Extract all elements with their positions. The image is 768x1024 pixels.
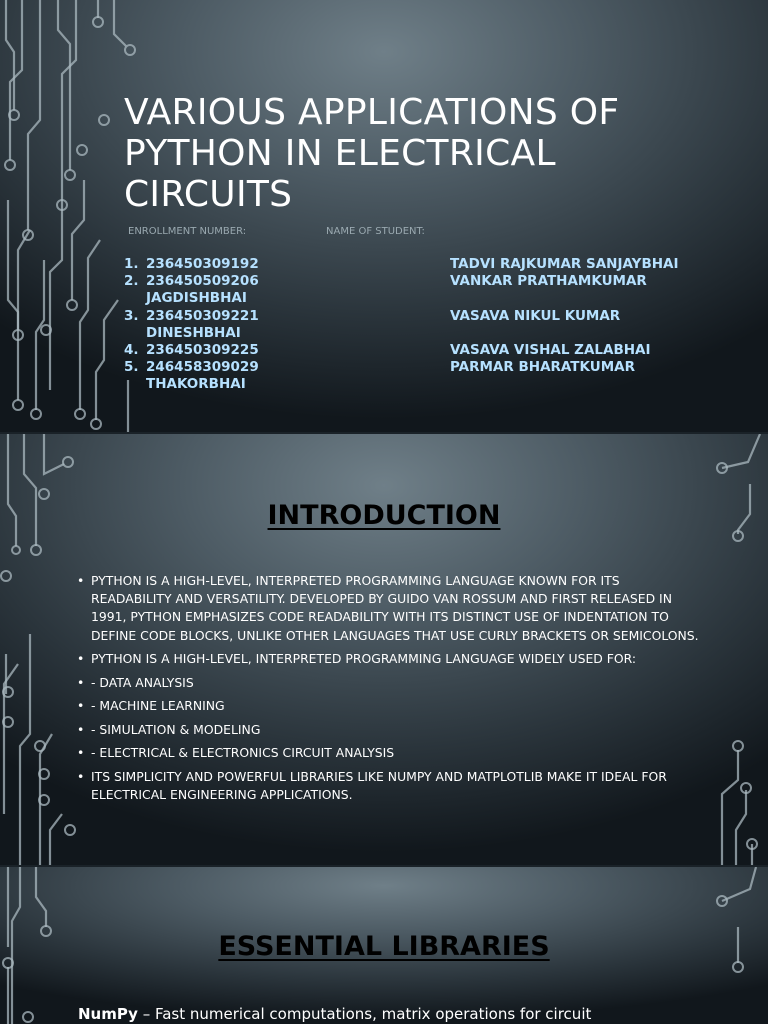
student-name: VASAVA NIKUL KUMAR	[450, 307, 621, 324]
library-name: NumPy	[78, 1005, 138, 1023]
student-name	[450, 290, 679, 307]
enrollment-item	[124, 307, 259, 342]
essential-libraries-slide	[0, 867, 768, 1024]
enrollment-name-part: JAGDISHBHAI	[146, 290, 247, 307]
student-name: TADVI RAJKUMAR SANJAYBHAI	[450, 256, 679, 272]
introduction-slide	[0, 434, 768, 865]
enrollment-name-part: THAKORBHAI	[146, 376, 246, 393]
enrollment-name-part: DINESHBHAI	[146, 324, 241, 341]
enrollment-item	[124, 256, 259, 273]
bullet-item: • - MACHINE LEARNING	[91, 697, 701, 715]
bullet-item: • - SIMULATION & MODELING	[91, 721, 701, 739]
enrollment-item	[124, 273, 259, 307]
bullet-item: • ITS SIMPLICITY AND POWERFUL LIBRARIES LIKE NUMPY AND MATPLOTLIB MAKE IT IDEAL FOR ELECTRICAL ENGINEERING APPLICATIONS.	[91, 768, 701, 804]
circuit-decoration-right	[700, 434, 768, 865]
slide-title: VARIOUS APPLICATIONS OF PYTHON IN ELECTRICAL CIRCUITS	[124, 92, 620, 215]
bullet-item: • - ELECTRICAL & ELECTRONICS CIRCUIT ANALYSIS	[91, 744, 701, 762]
numpy-description	[78, 1005, 738, 1023]
enrollment-list	[124, 256, 259, 394]
enrollment-number-marker: 4.	[124, 342, 139, 359]
enrollment-number: 236450309221	[146, 307, 259, 324]
enrollment-number: 246458309029	[146, 359, 259, 376]
enrollment-number: 236450309225	[146, 342, 259, 359]
enrollment-label: ENROLLMENT NUMBER:	[128, 226, 247, 237]
title-slide	[0, 0, 768, 432]
introduction-bullets	[91, 572, 701, 809]
enrollment-number-marker: 1.	[124, 256, 139, 272]
enrollment-item	[124, 342, 259, 359]
student-name: VANKAR PRATHAMKUMAR	[450, 273, 647, 290]
student-name	[450, 325, 679, 342]
library-description: – Fast numerical computations, matrix operations for circuit	[137, 1005, 592, 1023]
student-name-list	[450, 256, 679, 376]
enrollment-number-marker: 3.	[124, 307, 139, 324]
circuit-decoration-left	[0, 434, 80, 865]
name-label: NAME OF STUDENT:	[326, 226, 425, 237]
bullet-item: • PYTHON IS A HIGH-LEVEL, INTERPRETED PROGRAMMING LANGUAGE WIDELY USED FOR:	[91, 650, 701, 668]
bullet-item: • PYTHON IS A HIGH-LEVEL, INTERPRETED PROGRAMMING LANGUAGE KNOWN FOR ITS READABILITY AND VERSATILITY. DEVELOPED BY GUIDO VAN ROSSUM AND FIRST RELEASED IN 1991, PYTHON EMPHASIZES CODE READABILITY WITH ITS DISTINCT USE OF INDENTATION TO DEFINE CODE BLOCKS, UNLIKE OTHER LANGUAGES THAT USE CURLY BRACKETS OR SEMICOLONS.	[91, 572, 701, 645]
student-name: PARMAR BHARATKUMAR	[450, 359, 635, 376]
circuit-decoration-left	[0, 0, 140, 432]
enrollment-number: 236450509206	[146, 273, 259, 290]
enrollment-item	[124, 359, 259, 393]
essential-libraries-heading: ESSENTIAL LIBRARIES	[218, 931, 550, 962]
enrollment-number-marker: 5.	[124, 359, 139, 376]
enrollment-number: 236450309192	[146, 256, 259, 272]
enrollment-number-marker: 2.	[124, 273, 139, 290]
introduction-heading: INTRODUCTION	[267, 500, 501, 531]
student-name: VASAVA VISHAL ZALABHAI	[450, 342, 651, 359]
bullet-item: • - DATA ANALYSIS	[91, 674, 701, 692]
